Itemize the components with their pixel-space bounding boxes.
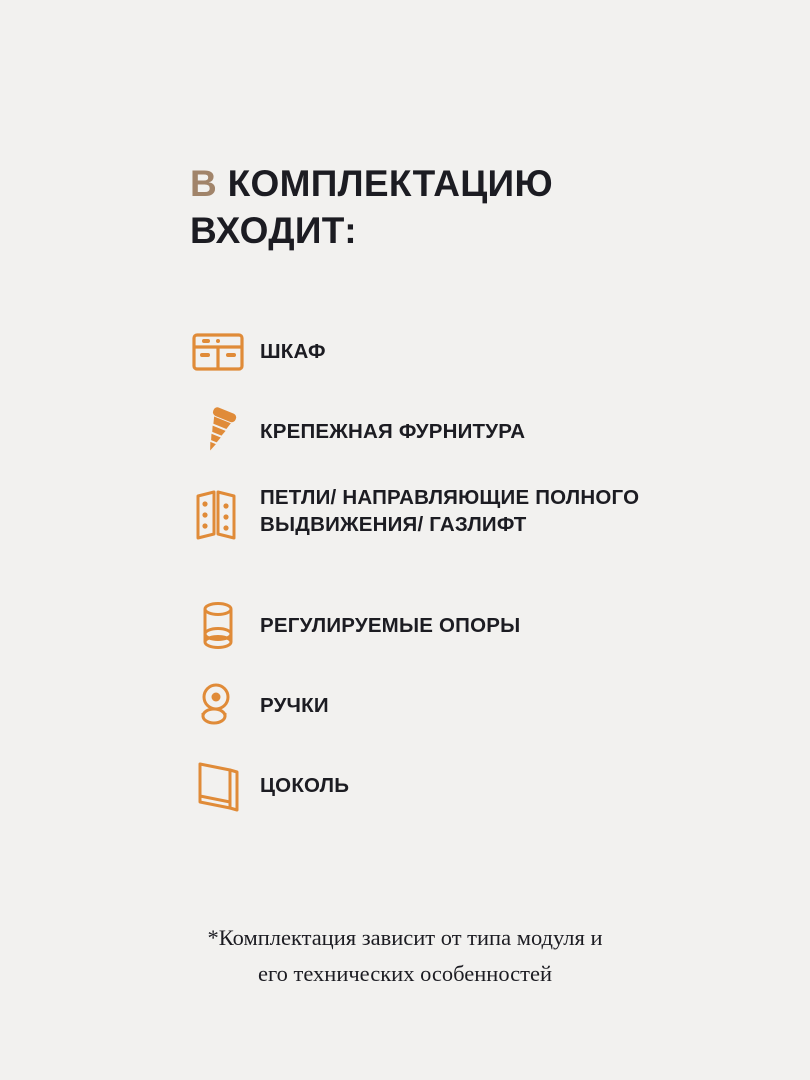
list-item — [190, 756, 660, 814]
title-accent-word: В — [190, 163, 228, 204]
adjustable-foot-icon — [190, 596, 252, 654]
title-line-2: ВХОДИТ: — [190, 210, 357, 252]
included-items-list — [190, 322, 660, 836]
list-item-label: ШКАФ — [260, 340, 326, 363]
list-item — [190, 482, 660, 578]
list-item-label: ЦОКОЛЬ — [260, 774, 350, 797]
list-item — [190, 322, 660, 380]
footnote — [105, 920, 705, 992]
list-item-label: ПЕТЛИ/ НАПРАВЛЯЮЩИЕ ПОЛНОГО ВЫДВИЖЕНИЯ/ ГАЗЛИФТ — [260, 486, 640, 537]
footnote-line-1: *Комплектация зависит от типа модуля и — [207, 925, 603, 950]
cabinet-icon — [190, 322, 252, 380]
list-item-label: КРЕПЕЖНАЯ ФУРНИТУРА — [260, 420, 526, 443]
list-item — [190, 402, 660, 460]
footnote-line-2: его технических особенностей — [257, 961, 552, 986]
page-title — [190, 160, 660, 255]
list-item-label: РУЧКИ — [260, 694, 329, 717]
list-item-label: РЕГУЛИРУЕМЫЕ ОПОРЫ — [260, 614, 521, 637]
title-line-1: КОМПЛЕКТАЦИЮ — [227, 163, 553, 204]
hinge-icon — [190, 482, 252, 544]
plinth-icon — [190, 756, 252, 814]
knob-handle-icon — [190, 676, 252, 734]
list-item — [190, 596, 660, 654]
list-item — [190, 676, 660, 734]
screw-icon — [190, 402, 252, 460]
